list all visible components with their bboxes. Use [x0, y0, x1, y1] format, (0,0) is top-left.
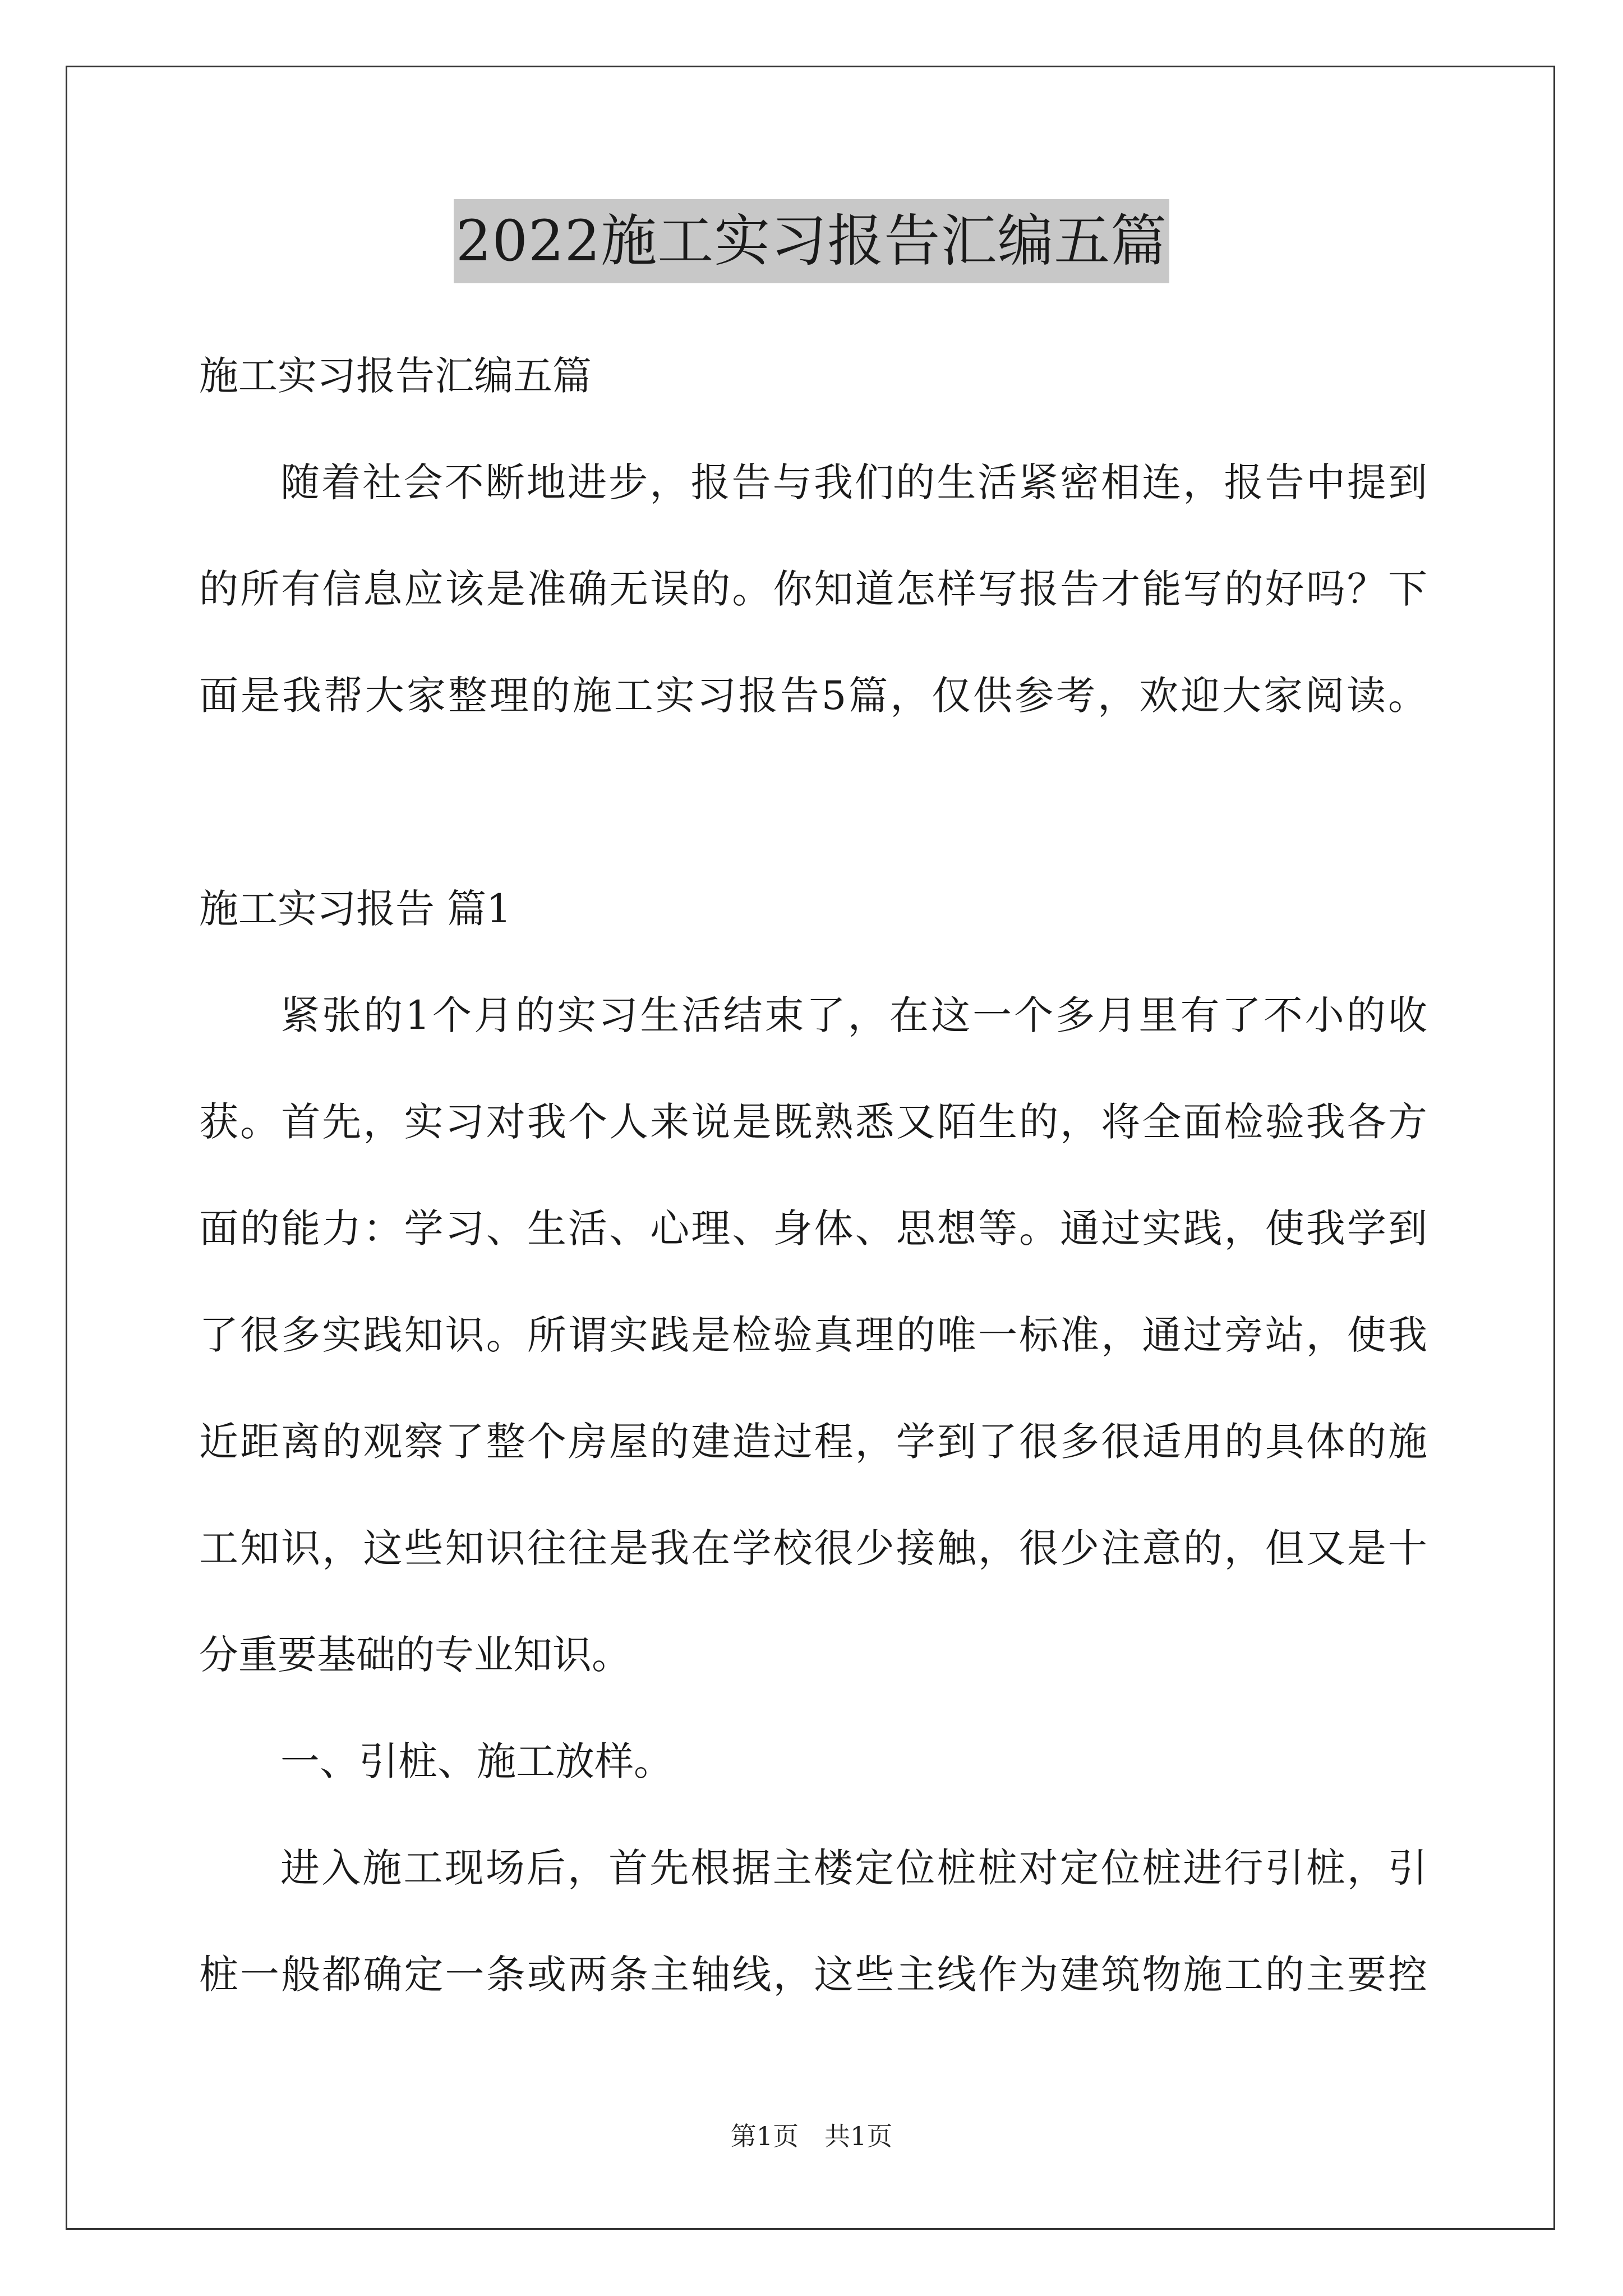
paragraph-line: 的所有信息应该是准确无误的。你知道怎样写报告才能写的好吗？下	[199, 566, 1427, 612]
document-title: 2022施工实习报告汇编五篇	[454, 199, 1170, 283]
page-footer: 第1页 共1页	[730, 2121, 893, 2151]
paragraph-line: 紧张的1个月的实习生活结束了，在这一个多月里有了不小的收	[280, 992, 1427, 1038]
paragraph-line: 面的能力：学习、生活、心理、身体、思想等。通过实践，使我学到	[199, 1205, 1427, 1251]
paragraph-line: 面是我帮大家整理的施工实习报告5篇，仅供参考，欢迎大家阅读。	[199, 673, 1427, 719]
paragraph-line: 桩一般都确定一条或两条主轴线，这些主线作为建筑物施工的主要控	[199, 1952, 1427, 1998]
paragraph-line: 工知识，这些知识往往是我在学校很少接触，很少注意的，但又是十	[199, 1525, 1427, 1571]
paragraph-line: 进入施工现场后，首先根据主楼定位桩桩对定位桩进行引桩，引	[280, 1845, 1427, 1891]
subtitle-line: 施工实习报告汇编五篇	[199, 353, 592, 399]
paragraph-line: 了很多实践知识。所谓实践是检验真理的唯一标准，通过旁站，使我	[199, 1312, 1427, 1358]
subsection-heading: 一、引桩、施工放样。	[280, 1738, 673, 1784]
paragraph-line: 近距离的观察了整个房屋的建造过程，学到了很多很适用的具体的施	[199, 1419, 1427, 1465]
section-heading: 施工实习报告 篇1	[199, 886, 511, 932]
paragraph-line: 获。首先，实习对我个人来说是既熟悉又陌生的，将全面检验我各方	[199, 1099, 1427, 1145]
title-wrap	[0, 199, 1623, 283]
paragraph-line: 随着社会不断地进步，报告与我们的生活紧密相连，报告中提到	[280, 459, 1427, 505]
paragraph-line: 分重要基础的专业知识。	[199, 1632, 631, 1678]
